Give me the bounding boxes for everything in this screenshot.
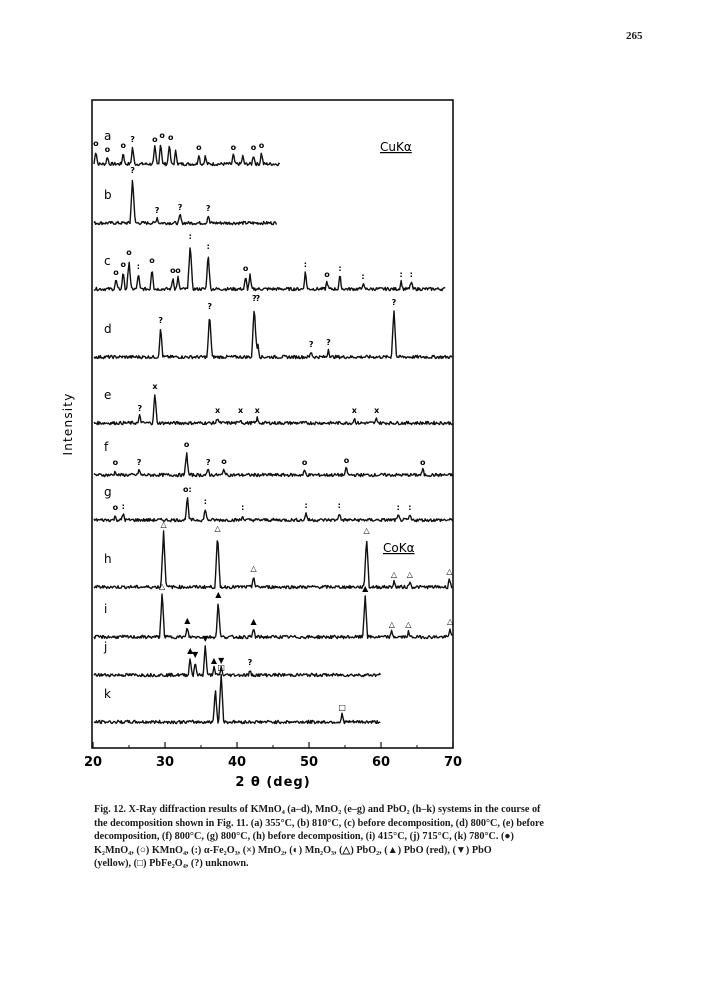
phase-marker: o <box>152 135 158 144</box>
phase-marker: o <box>196 143 202 152</box>
trace-i <box>94 582 454 639</box>
phase-marker: o <box>120 260 126 269</box>
phase-marker: ▼ <box>218 656 225 665</box>
phase-marker: o <box>159 131 165 140</box>
trace-line-j <box>94 646 380 677</box>
phase-marker: ? <box>137 404 143 413</box>
phase-marker: : <box>409 270 413 279</box>
phase-marker: o <box>113 268 119 277</box>
phase-marker: o <box>343 456 350 465</box>
phase-marker: o <box>104 145 111 154</box>
phase-marker: △ <box>405 620 412 629</box>
phase-marker: o <box>221 457 227 466</box>
phase-marker: △ <box>363 526 370 535</box>
y-axis-label: Intensity <box>61 392 75 456</box>
phase-marker: o <box>258 141 265 150</box>
trace-label: e <box>104 388 112 402</box>
phase-marker: : <box>337 501 341 510</box>
phase-marker: □ <box>217 663 225 672</box>
phase-marker: ▼ <box>202 634 209 643</box>
phase-marker: : <box>361 272 365 281</box>
phase-marker: x <box>214 406 221 415</box>
phase-marker: : <box>396 503 400 512</box>
trace-line-b <box>94 180 276 224</box>
x-tick-label: 70 <box>443 755 463 770</box>
phase-marker: ? <box>255 294 261 303</box>
trace-label: k <box>104 687 111 701</box>
phase-marker: △ <box>447 617 454 626</box>
trace-label: j <box>104 640 108 654</box>
phase-marker: △ <box>160 520 167 529</box>
phase-marker: x <box>152 382 158 391</box>
radiation-label-co: CoKα <box>383 541 415 555</box>
phase-marker: ? <box>130 166 135 175</box>
phase-marker: : <box>399 270 403 279</box>
x-tick-label: 40 <box>227 755 247 770</box>
phase-marker: o <box>324 270 330 279</box>
x-tick-label: 30 <box>155 755 175 770</box>
phase-marker: x <box>238 406 244 415</box>
phase-marker: x <box>254 406 260 415</box>
phase-marker: x <box>374 406 380 415</box>
phase-marker: ? <box>154 206 160 215</box>
trace-label: f <box>104 440 109 454</box>
phase-marker: ? <box>391 298 397 307</box>
trace-label: g <box>104 485 112 499</box>
phase-marker: o: <box>182 485 192 494</box>
x-tick-label: 50 <box>299 755 319 770</box>
trace-f <box>94 440 452 477</box>
phase-marker: ▲ <box>250 617 257 626</box>
phase-marker: △ <box>214 524 221 533</box>
trace-line-e <box>94 395 452 425</box>
phase-marker: △ <box>159 582 166 591</box>
phase-marker: : <box>241 503 245 512</box>
phase-marker: ▲ <box>215 590 222 599</box>
x-tick-label: 20 <box>83 755 103 770</box>
caption-line: decomposition, (f) 800°C, (g) 800°C, (h) before decomposition, (i) 415°C, (j) 715°C, (k) 780°C. (●) <box>94 831 514 843</box>
trace-line-d <box>94 311 452 359</box>
phase-marker: ▲ <box>184 616 191 625</box>
phase-marker: ? <box>247 658 253 667</box>
phase-marker: o <box>93 139 99 148</box>
phase-marker: o <box>170 266 176 275</box>
phase-marker: △ <box>446 567 453 576</box>
caption-line: Fig. 12. X-Ray diffraction results of KMnO₄ (a–d), MnO₂ (e–g) and PbO₂ (h–k) systems in the course of <box>94 804 541 815</box>
trace-label: a <box>104 129 112 143</box>
trace-d <box>94 294 452 359</box>
phase-marker: o <box>112 503 119 512</box>
phase-marker: o <box>250 143 257 152</box>
phase-marker: : <box>121 502 125 511</box>
phase-marker: x <box>351 406 357 415</box>
caption-line: (yellow), (□) PbFe₂O₄, (?) unknown. <box>94 858 249 870</box>
phase-marker: o <box>120 141 126 150</box>
phase-marker: o <box>168 133 174 142</box>
phase-marker: : <box>338 264 342 273</box>
caption-line: the decomposition shown in Fig. 11. (a) 355°C, (b) 810°C, (c) before decomposition, (d) 800°C, (e) before <box>94 817 544 829</box>
phase-marker: o <box>242 264 249 273</box>
x-axis-label: 2 θ (deg) <box>235 775 311 790</box>
phase-marker: : <box>408 503 412 512</box>
trace-label: d <box>104 322 112 336</box>
phase-marker: : <box>303 260 308 269</box>
diffraction-traces <box>93 129 454 724</box>
phase-marker: ? <box>205 204 211 213</box>
phase-marker: ▲ <box>210 656 218 665</box>
phase-marker: ? <box>251 294 257 303</box>
phase-marker: △ <box>250 564 257 573</box>
phase-marker: ? <box>308 340 314 349</box>
phase-marker: : <box>203 497 207 506</box>
phase-marker: ? <box>158 316 164 325</box>
phase-marker: o <box>301 458 308 467</box>
trace-j <box>94 634 380 677</box>
caption-line: K₂MnO₄, (○) KMnO₄, (:) α-Fe₂O₃, (×) MnO₂, (◐) Mn₂O₃, (△) PbO₂, (▲) PbO (red), (▼) PbO <box>94 844 492 856</box>
trace-line-i <box>94 594 452 639</box>
phase-marker: : <box>136 262 140 271</box>
trace-k <box>94 663 380 724</box>
phase-marker: : <box>304 501 308 510</box>
trace-label: i <box>104 602 108 616</box>
trace-b <box>94 166 276 225</box>
trace-label: h <box>104 552 112 566</box>
phase-marker: o <box>149 256 155 265</box>
x-axis-ticks <box>84 742 462 770</box>
phase-marker: ? <box>177 203 183 212</box>
phase-marker: o <box>175 266 181 275</box>
phase-marker: □ <box>338 703 346 712</box>
x-tick-label: 60 <box>371 755 391 770</box>
trace-line-c <box>94 248 445 291</box>
trace-e <box>94 382 452 425</box>
phase-marker: ? <box>207 302 212 311</box>
phase-marker: ▲ <box>187 646 194 655</box>
trace-a <box>93 129 279 166</box>
phase-marker: o <box>420 458 426 467</box>
phase-marker: o <box>183 440 190 449</box>
phase-marker: o <box>230 143 237 152</box>
phase-marker: o <box>126 248 132 257</box>
radiation-label-cu: CuKα <box>380 140 412 154</box>
phase-marker: ▼ <box>192 650 199 659</box>
phase-marker: ▲ <box>362 584 369 593</box>
trace-line-f <box>94 453 452 477</box>
phase-marker: ? <box>136 458 142 467</box>
phase-marker: △ <box>406 570 413 579</box>
page-number: 265 <box>626 30 643 42</box>
phase-marker: ? <box>326 338 331 347</box>
trace-line-h <box>94 531 452 589</box>
trace-c <box>94 232 445 291</box>
phase-marker: △ <box>390 570 398 579</box>
phase-marker: : <box>188 232 192 241</box>
phase-marker: ? <box>205 458 211 467</box>
phase-marker: △ <box>388 620 395 629</box>
trace-g <box>94 485 452 522</box>
phase-marker: ? <box>130 135 135 144</box>
trace-label: c <box>104 254 111 268</box>
phase-marker: : <box>206 242 210 251</box>
figure-caption <box>94 803 646 871</box>
trace-label: b <box>104 188 112 202</box>
phase-marker: o <box>112 458 119 467</box>
trace-line-k <box>94 675 380 724</box>
